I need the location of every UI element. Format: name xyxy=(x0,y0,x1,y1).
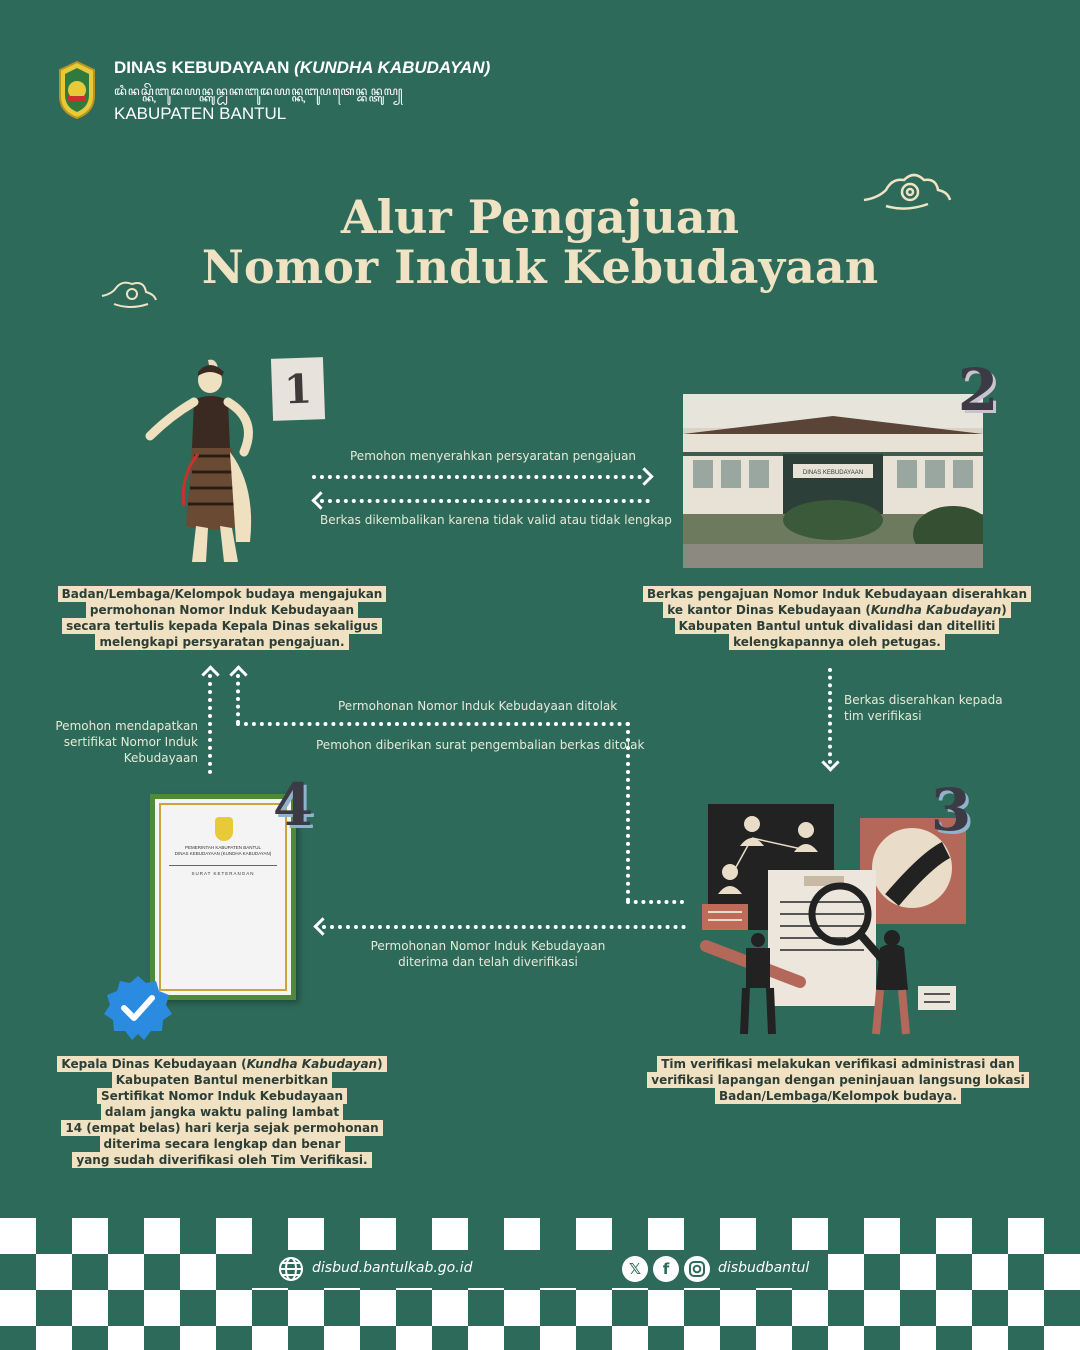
flow-label-to-team xyxy=(844,692,1003,724)
checker-square xyxy=(1044,1326,1080,1350)
caption-line: melengkapi persyaratan pengajuan. xyxy=(95,634,348,650)
step-number-1: 1 xyxy=(283,365,313,413)
caption-line: yang sudah diverifikasi oleh Tim Verifikasi. xyxy=(72,1152,371,1168)
arrow-head-left xyxy=(313,917,331,935)
checker-square xyxy=(576,1290,612,1326)
checker-square xyxy=(792,1290,828,1326)
dancer-illustration xyxy=(140,356,270,572)
checker-square xyxy=(972,1326,1008,1350)
globe-icon xyxy=(278,1256,304,1282)
checker-square xyxy=(180,1326,216,1350)
social-handle[interactable]: disbudbantul xyxy=(718,1260,810,1276)
checker-square xyxy=(900,1326,936,1350)
checker-square xyxy=(612,1326,648,1350)
checker-square xyxy=(540,1326,576,1350)
checker-square xyxy=(504,1218,540,1254)
checker-square xyxy=(72,1218,108,1254)
step-2-caption xyxy=(644,586,1030,650)
checker-square xyxy=(360,1290,396,1326)
caption-line: permohonan Nomor Induk Kebudayaan xyxy=(86,602,358,618)
checker-square xyxy=(216,1218,252,1254)
arrow-head-down xyxy=(821,753,839,771)
step-3-caption xyxy=(650,1056,1026,1104)
checker-square xyxy=(936,1218,972,1254)
flow-label-line: sertifikat Nomor Induk xyxy=(63,735,198,749)
title-line-1: Alur Pengajuan xyxy=(340,190,740,244)
checker-square xyxy=(1008,1218,1044,1254)
flow-label-line: diterima dan telah diverifikasi xyxy=(398,955,578,969)
certificate-heading: SURAT KETERANGAN xyxy=(191,871,255,876)
caption-line: 14 (empat belas) hari kerja sejak permohonan xyxy=(61,1120,382,1136)
checker-square xyxy=(864,1290,900,1326)
flow-label-line: Permohonan Nomor Induk Kebudayaan xyxy=(370,939,606,953)
facebook-icon[interactable]: f xyxy=(653,1256,679,1282)
rejected-path-bottom xyxy=(626,900,684,904)
page-title xyxy=(0,192,1080,292)
arrow-to-step-1 xyxy=(320,499,650,503)
certificate-emblem xyxy=(215,817,233,841)
step-number-4: 4 xyxy=(272,771,314,839)
checker-square xyxy=(504,1290,540,1326)
arrow-to-step-3 xyxy=(828,668,832,764)
caption-line: secara tertulis kepada Kepala Dinas sekaligus xyxy=(62,618,382,634)
flow-label-submit: Pemohon menyerahkan persyaratan pengajuan xyxy=(350,449,637,463)
checker-square xyxy=(864,1218,900,1254)
checker-square xyxy=(1008,1290,1044,1326)
caption-line: Badan/Lembaga/Kelompok budaya mengajukan xyxy=(58,586,387,602)
checker-square xyxy=(792,1218,828,1254)
arrow-to-step-2 xyxy=(312,475,642,479)
flow-label-line: Berkas diserahkan kepada xyxy=(844,693,1003,707)
instagram-icon[interactable] xyxy=(684,1256,710,1282)
caption-line: verifikasi lapangan dengan peninjauan langsung lokasi xyxy=(647,1072,1028,1088)
checker-square xyxy=(144,1290,180,1326)
checker-square xyxy=(144,1218,180,1254)
checker-square xyxy=(648,1218,684,1254)
certificate-header: DINAS KEBUDAYAAN (KUNDHA KABUDAYAN) xyxy=(174,851,272,856)
checker-square xyxy=(972,1254,1008,1290)
javanese-script-line: ꦢꦶꦤꦱ꧀ꦏꦼꦧꦸꦢꦪꦤ꧀ꦏꦸꦤ꧀ꦝꦏꦧꦸꦢꦪꦤ꧀ꦏꦧꦸꦥꦠꦺꦤ꧀ꦧꦤ꧀ꦠꦸꦭ꧀ xyxy=(114,84,404,98)
office-building-photo xyxy=(683,394,983,568)
checker-square xyxy=(360,1218,396,1254)
flow-label-line: Pemohon mendapatkan xyxy=(55,719,198,733)
flow-label-rejected-letter: Pemohon diberikan surat pengembalian berkas ditolak xyxy=(316,738,645,752)
arrow-head-right xyxy=(635,467,653,485)
building-sign: DINAS KEBUDAYAAN xyxy=(802,470,864,476)
caption-line: Badan/Lembaga/Kelompok budaya. xyxy=(715,1088,961,1104)
emblem-logo xyxy=(56,60,98,120)
step-4-caption xyxy=(62,1056,382,1168)
x-icon[interactable]: 𝕏 xyxy=(622,1256,648,1282)
checker-square xyxy=(432,1218,468,1254)
arrow-head-up xyxy=(201,665,219,683)
checker-square xyxy=(288,1290,324,1326)
caption-line: ke kantor Dinas Kebudayaan (Kundha Kabudayan) xyxy=(663,602,1011,618)
checker-square xyxy=(720,1218,756,1254)
rejected-path-top xyxy=(236,722,630,726)
flow-label-line: tim verifikasi xyxy=(844,709,922,723)
caption-line: Kepala Dinas Kebudayaan (Kundha Kabudayan) xyxy=(57,1056,386,1072)
org-name: DINAS KEBUDAYAAN (KUNDHA KABUDAYAN) xyxy=(114,58,491,77)
flow-label-line: Kebudayaan xyxy=(123,751,198,765)
arrow-head-left xyxy=(311,491,329,509)
checker-square xyxy=(936,1290,972,1326)
checker-square xyxy=(36,1254,72,1290)
flow-label-certificate xyxy=(40,718,198,766)
region-name: KABUPATEN BANTUL xyxy=(114,104,287,123)
checker-square xyxy=(756,1326,792,1350)
checker-square xyxy=(684,1326,720,1350)
verified-check-icon xyxy=(104,974,172,1042)
checker-square xyxy=(72,1290,108,1326)
checker-square xyxy=(900,1254,936,1290)
checker-square xyxy=(0,1218,36,1254)
checker-square xyxy=(288,1218,324,1254)
flow-label-returned: Berkas dikembalikan karena tidak valid atau tidak lengkap xyxy=(320,513,672,527)
arrow-to-step-4 xyxy=(322,925,686,929)
caption-line: Kabupaten Bantul untuk divalidasi dan ditelliti xyxy=(675,618,1000,634)
caption-line: kelengkapannya oleh petugas. xyxy=(729,634,945,650)
checker-square xyxy=(828,1326,864,1350)
flow-label-rejected: Permohonan Nomor Induk Kebudayaan ditolak xyxy=(338,699,618,713)
checker-square xyxy=(108,1326,144,1350)
step-number-3: 3 xyxy=(930,776,972,844)
caption-line: Kabupaten Bantul menerbitkan xyxy=(112,1072,332,1088)
checker-square xyxy=(180,1254,216,1290)
caption-line: diterima secara lengkap dan benar xyxy=(100,1136,345,1152)
checker-square xyxy=(468,1326,504,1350)
step-number-badge-3 xyxy=(920,778,982,842)
step-number-badge-1 xyxy=(271,357,325,421)
arrow-to-step-1-from-4 xyxy=(208,674,212,774)
flow-label-accepted xyxy=(360,938,616,970)
checker-square xyxy=(828,1254,864,1290)
checker-square xyxy=(324,1326,360,1350)
checker-square xyxy=(0,1290,36,1326)
step-number-badge-4 xyxy=(262,770,324,840)
checker-square xyxy=(252,1326,288,1350)
checker-square xyxy=(36,1326,72,1350)
arrow-head-up xyxy=(229,665,247,683)
checker-square xyxy=(648,1290,684,1326)
caption-line: Berkas pengajuan Nomor Induk Kebudayaan diserahkan xyxy=(643,586,1031,602)
checker-square xyxy=(1044,1254,1080,1290)
website-link[interactable]: disbud.bantulkab.go.id xyxy=(312,1260,473,1276)
checker-square xyxy=(108,1254,144,1290)
step-1-caption xyxy=(62,586,382,650)
caption-line: Tim verifikasi melakukan verifikasi administrasi dan xyxy=(657,1056,1018,1072)
title-line-2: Nomor Induk Kebudayaan xyxy=(201,240,879,294)
checker-square xyxy=(396,1326,432,1350)
checker-square xyxy=(576,1218,612,1254)
step-number-badge-2 xyxy=(950,358,1006,422)
step-number-2: 2 xyxy=(957,356,999,424)
certificate-header: PEMERINTAH KABUPATEN BANTUL xyxy=(184,845,261,850)
caption-line: dalam jangka waktu paling lambat xyxy=(101,1104,343,1120)
checker-square xyxy=(432,1290,468,1326)
checker-square xyxy=(720,1290,756,1326)
caption-line: Sertifikat Nomor Induk Kebudayaan xyxy=(97,1088,347,1104)
checker-square xyxy=(216,1290,252,1326)
